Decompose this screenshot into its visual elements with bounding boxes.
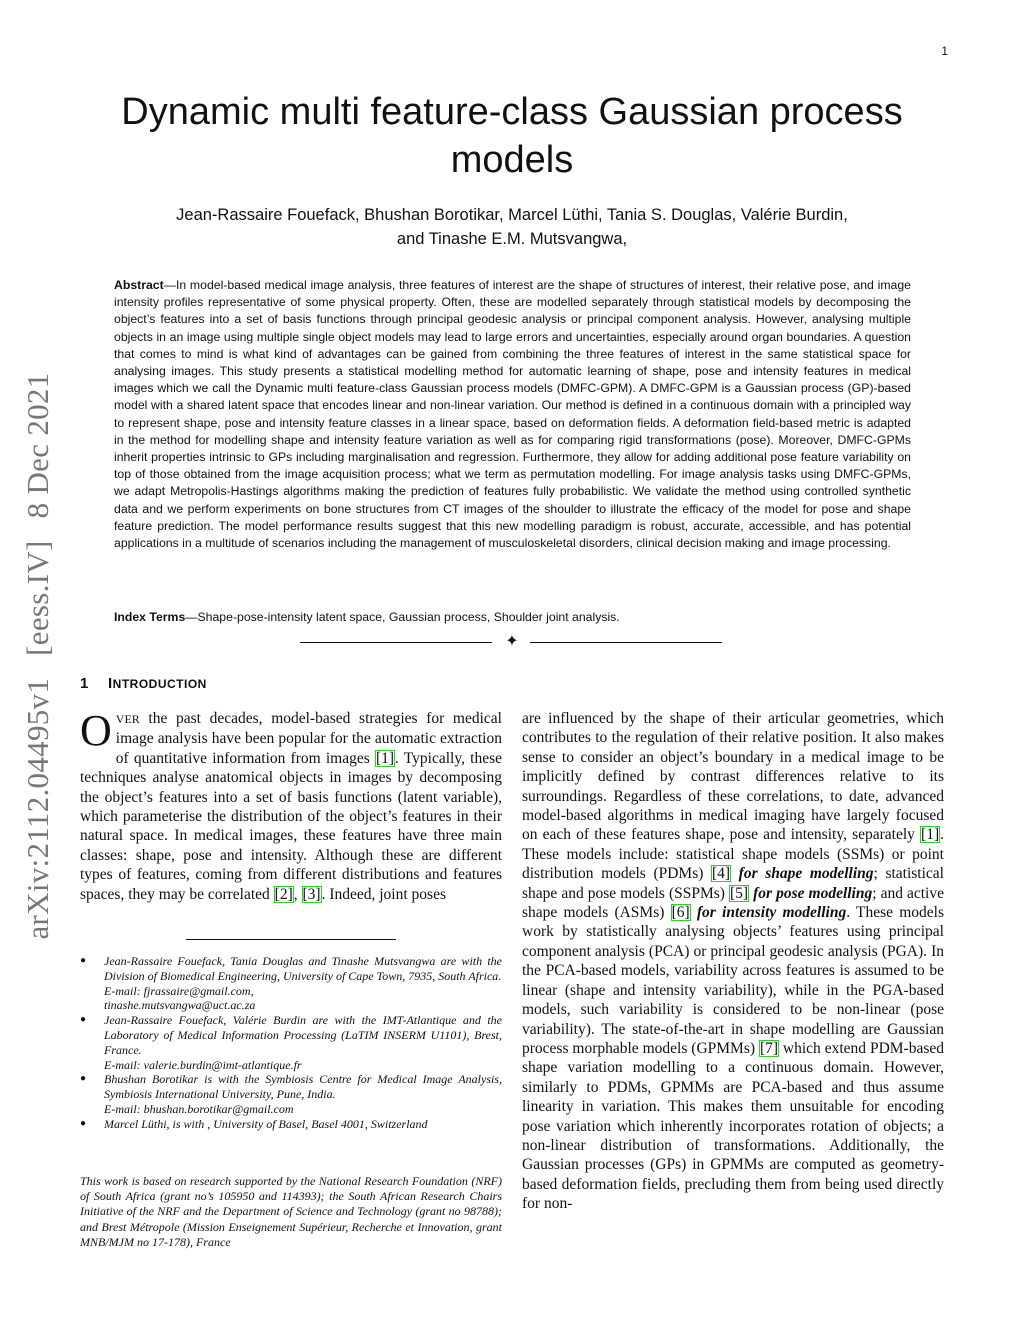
bullet-icon: ● <box>80 1014 87 1026</box>
section-heading-introduction <box>80 675 207 692</box>
bullet-icon: ● <box>80 1073 87 1085</box>
footnote-email: E-mail: fjrassaire@gmail.com, <box>104 983 254 998</box>
left-column-body <box>80 706 502 904</box>
citation-link[interactable]: [1] <box>375 749 395 767</box>
citation-link[interactable]: [4] <box>711 865 731 883</box>
drop-cap: O <box>80 706 112 755</box>
smallcaps-lead: VER <box>115 712 140 726</box>
citation-link[interactable]: [1] <box>921 826 940 844</box>
body-text: the past decades, model-based strategies for medical image analysis have been popular for the automatic extraction of quantitative information from images <box>115 710 502 767</box>
body-text: , <box>293 885 302 903</box>
bullet-icon: ● <box>80 1117 87 1129</box>
footnote-rule <box>186 939 396 940</box>
page-number: 1 <box>941 44 948 58</box>
right-column-body <box>522 709 944 1214</box>
citation-link[interactable]: [5] <box>730 884 749 902</box>
footnote-line: Jean-Rassaire Fouefack, Valérie Burdin are with the IMT-Atlantique and the Laboratory of Medical Information Processing (LaTIM INSERM U1101), Brest, France. <box>104 1013 502 1057</box>
body-text: . Typically, these techniques analyse anatomical objects in images by decomposing the object’s features into a set of basis functions (latent variable), which parameterise the distribution of the object’s features in their natural space. In medical images, these features have three main classes: shape, pose and intensity. Although these are different types of features, coming from different distributions and features spaces, they may be correlated <box>80 749 502 903</box>
bullet-icon: ● <box>80 955 87 966</box>
index-terms-text: —Shape-pose-intensity latent space, Gaussian process, Shoulder joint analysis. <box>185 610 620 624</box>
body-text: . Indeed, joint poses <box>321 885 446 903</box>
footnote-line: Bhushan Borotikar is with the Symbiosis Centre for Medical Image Analysis, Symbiosis International University, Pune, India. <box>104 1072 502 1102</box>
author-line-2: and Tinashe E.M. Mutsvangwa, <box>396 230 628 248</box>
footnote-email: E-mail: bhushan.borotikar@gmail.com <box>104 1101 294 1116</box>
citation-link[interactable]: [3] <box>302 885 321 903</box>
paper-title: Dynamic multi feature-class Gaussian process models <box>121 91 903 181</box>
separator-line-left <box>300 642 492 643</box>
body-text: ; statistical shape and pose models (SSPMs) <box>522 865 944 902</box>
citation-link[interactable]: [7] <box>759 1039 779 1057</box>
footnote-item <box>80 1072 502 1116</box>
footnote-item <box>80 1117 502 1132</box>
author-affiliation-footnotes <box>80 954 502 1132</box>
body-text: which extend PDM-based shape variation modelling to a continuous domain. However, similarly to PDMs, GPMMs are PCA-based and thus assume linearity in variation. This makes them unsuitable for encoding pose variation which inherently incorporates rotation of objects; a non-linear distribution of transformations. Additionally, the Gaussian processes (GPs) in GPMMs are computed as geometry-based deformation fields, precluding them from being used directly for non- <box>522 1039 944 1213</box>
abstract-label: Abstract <box>114 278 164 292</box>
footnote-line: Marcel Lüthi, is with , University of Basel, Basel 4001, Switzerland <box>104 1116 428 1131</box>
footnote-item <box>80 954 502 1013</box>
arxiv-id: arXiv:2112.04495v1 <box>20 677 55 940</box>
body-text: . These models work by statistically analysing objects’ features using principal component analysis (PCA) or principal geodesic analysis (PGA). In the PCA-based models, variability across features is assumed to be linear (shape and intensity variability), while in the PGA-based models, such variability is considered to be non-linear (pose variability). The state-of-the-art in shape modelling are Gaussian process morphable models (GPMMs) <box>522 904 944 1057</box>
index-terms-label: Index Terms <box>114 610 186 624</box>
body-text: are influenced by the shape of their articular geometries, which contributes to the regulation of their relative position. It also makes sense to consider an object’s boundary in a medical image to be implicitly defined by contrast differences relative to its surroundings. Regardless of these correlations, to date, advanced model-based algorithms in medical imaging have largely focused on each of these features shape, pose and intensity, separately <box>522 710 944 844</box>
funding-note: This work is based on research supported by the National Research Foundation (NRF) of South Africa (grant no’s 105950 and 114393); the South African Research Chairs Initiative of the NRF and the Department of Science and Technology (grant no 98788); and Brest Métropole (Mission Enseignement Supérieur, Recherche et Innovation, grant MNB/MJM no 17-178), France <box>80 1174 502 1249</box>
footnote-email: tinashe.mutsvangwa@uct.ac.za <box>104 998 256 1013</box>
arxiv-identifier-stamp <box>16 316 60 996</box>
index-terms <box>114 609 911 626</box>
emphasis-text: for pose modelling <box>749 884 873 902</box>
arxiv-category: [eess.IV] <box>20 540 55 656</box>
body-text: . These models include: statistical shape models (SSMs) or point distribution models (PDMs) <box>522 826 944 883</box>
footnote-line: Jean-Rassaire Fouefack, Tania Douglas and Tinashe Mutsvangwa are with the Division of Biomedical Engineering, University of Cape Town, 7935, South Africa. <box>104 954 502 983</box>
section-separator <box>300 633 724 650</box>
footnote-item <box>80 1013 502 1072</box>
section-title-rest: NTRODUCTION <box>112 677 207 691</box>
author-list <box>100 203 924 251</box>
separator-line-right <box>530 642 722 643</box>
citation-link[interactable]: [6] <box>671 904 690 922</box>
body-text: ; and active shape models (ASMs) <box>522 884 944 922</box>
emphasis-text: for intensity modelling <box>690 904 847 922</box>
emphasis-text: for shape modelling <box>731 865 874 883</box>
author-line-1: Jean-Rassaire Fouefack, Bhushan Borotikar, Marcel Lüthi, Tania S. Douglas, Valérie Burdin, <box>176 206 848 224</box>
citation-link[interactable]: [2] <box>274 885 293 903</box>
footnote-email: E-mail: valerie.burdin@imt-atlantique.fr <box>104 1057 302 1072</box>
arxiv-date: 8 Dec 2021 <box>20 372 55 519</box>
section-initial: I <box>108 675 113 692</box>
section-number: 1 <box>80 675 89 692</box>
abstract-text: —In model-based medical image analysis, three features of interest are the shape of structures of interest, their relative pose, and image intensity profiles representative of some physical property. Often, these are modelled separately through statistical models by decomposing the object’s features into a set of basis functions through principal geodesic analysis or principal component analysis. However, analysing multiple objects in an image using multiple single object models may lead to large errors and uncertainties, especially around organ boundaries. A question that comes to mind is what kind of advantages can be gained from combining the three features of interest in the same statistical space for analysing images. This study presents a statistical modelling method for automatic learning of shape, pose and intensity features in medical images which we call the Dynamic multi feature-class Gaussian process models (DMFC-GPM). A DMFC-GPM is a Gaussian process (GP)-based model with a shared latent space that encodes linear and non-linear variation. Our method is defined in a continuous domain with a principled way to represent shape, pose and intensity feature classes in a linear space, based on deformation fields. A deformation field-based metric is adapted in the method for modelling shape and intensity feature variation as well as for comparing rigid transformations (pose). Moreover, DMFC-GPMs inherit properties intrinsic to GPs including marginalisation and regression. Furthermore, they allow for adding additional pose feature variability on top of those obtained from the image acquisition process; what we term as permutation modelling. For image analysis tasks using DMFC-GPMs, we adapt Metropolis-Hastings algorithms making the prediction of features fully probabilistic. We validate the method using controlled synthetic data and we perform experiments on bone structures from CT images of the shoulder to illustrate the efficacy of the model for pose and shape feature prediction. The model performance results suggest that this new modelling paradigm is robust, accurate, accessible, and has potential applications in a multitude of scenarios including the management of musculoskeletal disorders, clinical decision making and image processing. <box>114 278 911 551</box>
separator-star-icon: ✦ <box>505 633 519 650</box>
abstract <box>114 277 911 552</box>
